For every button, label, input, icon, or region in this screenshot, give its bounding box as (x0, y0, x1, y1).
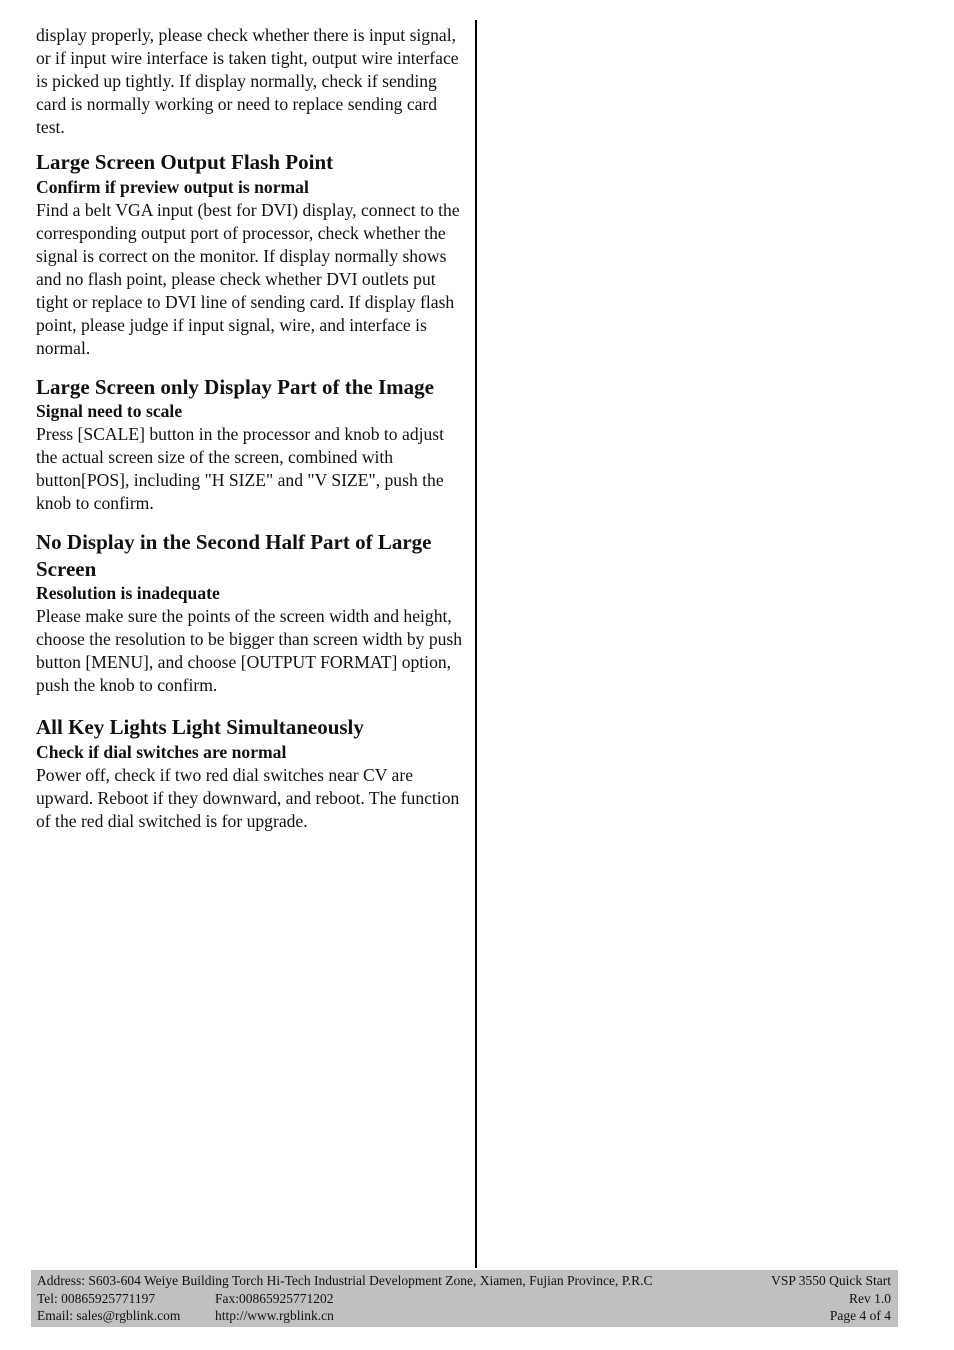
section-body: Press [SCALE] button in the processor and knob to adjust the actual screen size of the screen, combined with button[POS], including "H SIZE" and "V SIZE", push the knob to confirm. (36, 424, 445, 513)
footer-phone-row (37, 1290, 737, 1308)
section-subtitle: Confirm if preview output is normal (36, 176, 309, 197)
section-partial-image (36, 374, 468, 516)
section-flash-point (36, 149, 468, 360)
footer-address: Address: S603-604 Weiye Building Torch Hi-Tech Industrial Development Zone, Xiamen, Fujian Province, P.R.C (37, 1273, 653, 1288)
intro-paragraph: display properly, please check whether there is input signal, or if input wire interface is taken tight, output wire interface is picked up tightly. If display normally, check if sending card is normally working or need to replace sending card test. (36, 25, 459, 137)
section-title: No Display in the Second Half Part of Large Screen (36, 530, 432, 581)
section-body: Please make sure the points of the screen width and height, choose the resolution to be bigger than screen width by push button [MENU], and choose [OUTPUT FORMAT] option, push the knob to confirm. (36, 606, 463, 695)
footer-web-row (37, 1307, 737, 1325)
footer-contact (37, 1272, 737, 1325)
section-body: Find a belt VGA input (best for DVI) display, connect to the corresponding output port of processor, check whether the signal is correct on the monitor. If display normally shows and no flash point, please check whether DVI outlets put tight or replace to DVI line of sending card. If display flash point, please judge if input signal, wire, and interface is normal. (36, 199, 460, 358)
section-subtitle: Check if dial switches are normal (36, 741, 287, 762)
section-subtitle: Signal need to scale (36, 401, 183, 421)
section-body: Power off, check if two red dial switches near CV are upward. Reboot if they downward, and reboot. The function of the red dial switched is for upgrade. (36, 764, 460, 831)
section-second-half (36, 529, 468, 697)
footer-email[interactable]: Email: sales@rgblink.com (37, 1308, 181, 1323)
section-title: Large Screen only Display Part of the Image (36, 374, 434, 399)
section-key-lights (36, 714, 468, 833)
footer-page-number: Page 4 of 4 (829, 1308, 891, 1323)
footer-tel: Tel: 00865925771197 (37, 1290, 156, 1306)
section-title: All Key Lights Light Simultaneously (36, 715, 364, 739)
page-footer (31, 1270, 898, 1327)
column-divider (475, 20, 477, 1268)
footer-revision: Rev 1.0 (849, 1290, 891, 1306)
section-title: Large Screen Output Flash Point (36, 150, 334, 174)
section-subtitle: Resolution is inadequate (36, 583, 220, 603)
main-column (36, 24, 468, 833)
footer-fax: Fax:00865925771202 (215, 1290, 334, 1306)
footer-website[interactable]: http://www.rgblink.cn (215, 1308, 334, 1323)
footer-doc-title: VSP 3550 Quick Start (771, 1273, 891, 1288)
footer-doc-info (771, 1272, 891, 1325)
footer-address-row (37, 1272, 737, 1290)
